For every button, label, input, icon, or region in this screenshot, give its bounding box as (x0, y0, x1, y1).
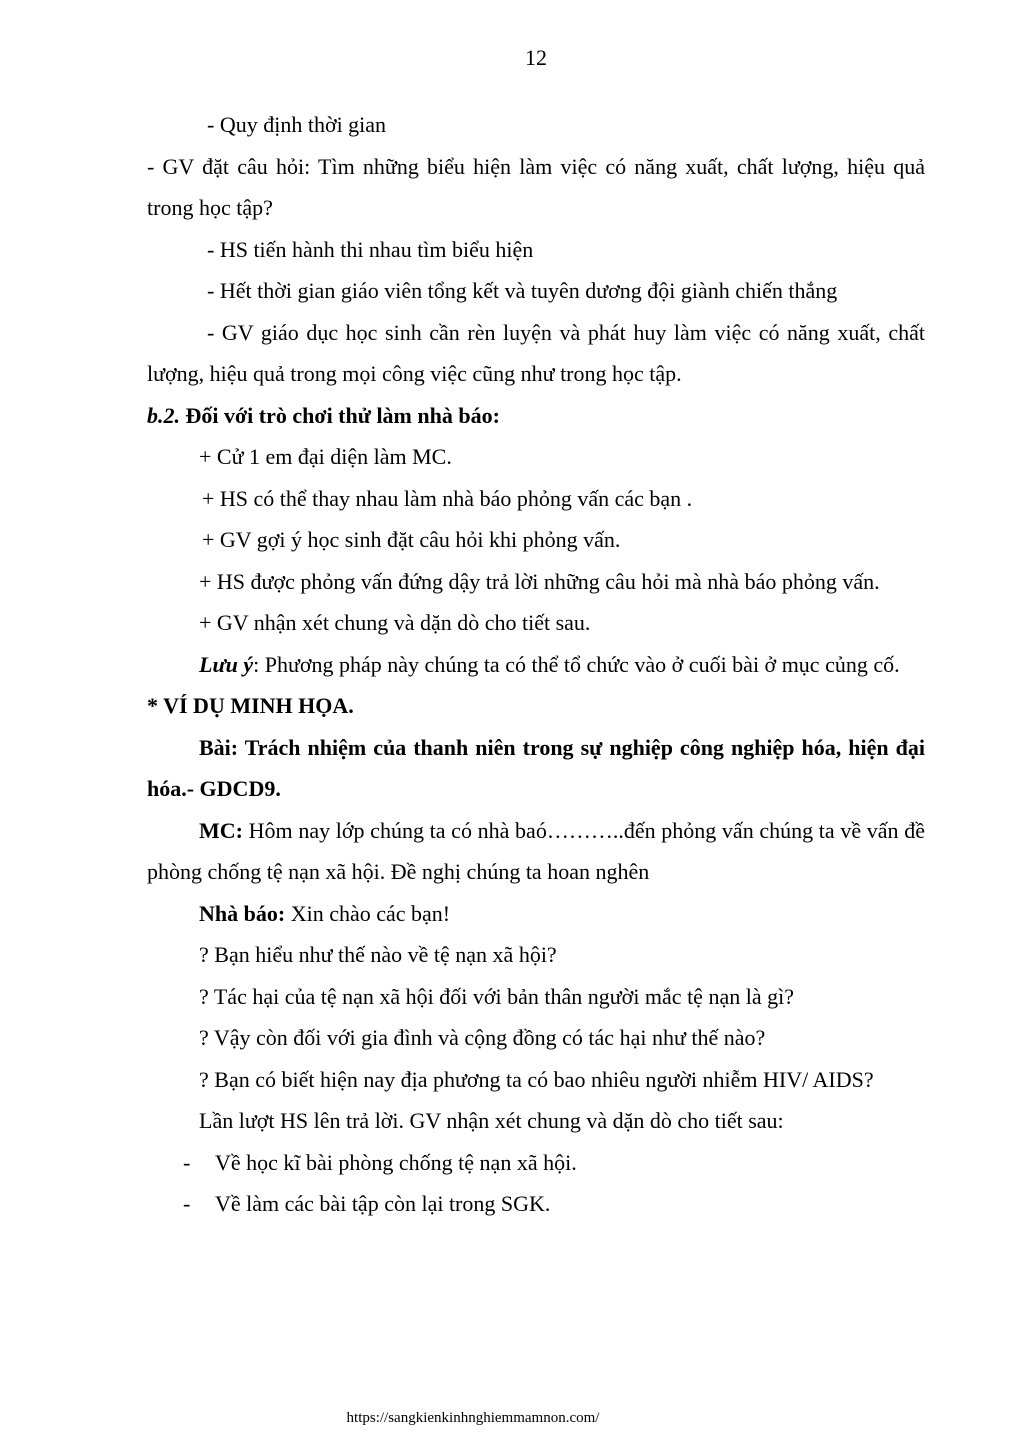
footer-url: https://sangkienkinhnghiemmamnon.com/ (346, 1410, 600, 1426)
paragraph-students-compete: - HS tiến hành thi nhau tìm biểu hiện (207, 236, 534, 262)
list-item: + HS có thể thay nhau làm nhà báo phỏng vấn các bạn . (202, 485, 693, 511)
list-item: + HS được phỏng vấn đứng dậy trả lời những câu hỏi mà nhà báo phỏng vấn. (199, 568, 880, 594)
homework-item (147, 1183, 925, 1225)
dash-marker: - (183, 1149, 191, 1175)
lesson-title: Bài: Trách nhiệm của thanh niên trong sự nghiệp công nghiệp hóa, hiện đại hóa.- GDCD9. (147, 734, 925, 801)
example-heading: * VÍ DỤ MINH HỌA. (147, 693, 354, 718)
paragraph-time-over: - Hết thời gian giáo viên tổng kết và tuyên dương đội giành chiến thắng (207, 278, 838, 303)
list-item: + GV nhận xét chung và dặn dò cho tiết sau. (199, 610, 591, 635)
question-item: ? Tác hại của tệ nạn xã hội đối với bản thân người mắc tệ nạn là gì? (199, 983, 794, 1009)
mc-text: Hôm nay lớp chúng ta có nhà baó………..đến phỏng vấn chúng ta về vấn đề phòng chống tệ nạn xã hội. Đề nghị chúng ta hoan nghên (147, 817, 925, 884)
question-item: ? Bạn hiểu như thế nào về tệ nạn xã hội? (199, 942, 557, 967)
question-item: ? Bạn có biết hiện nay địa phương ta có bao nhiêu người nhiễm HIV/ AIDS? (199, 1066, 874, 1092)
section-number: b.2. (147, 402, 180, 428)
mc-label: MC: (199, 817, 243, 843)
reporter-paragraph (147, 893, 925, 935)
mc-paragraph (147, 810, 925, 893)
paragraph-teacher-question: - GV đặt câu hỏi: Tìm những biểu hiện làm việc có năng xuất, chất lượng, hiệu quả trong học tập? (147, 153, 925, 220)
list-item: + Cử 1 em đại diện làm MC. (199, 444, 452, 469)
reporter-label: Nhà báo: (199, 900, 286, 926)
homework-item (147, 1142, 925, 1184)
list-item: + GV gợi ý học sinh đặt câu hỏi khi phỏng vấn. (202, 527, 621, 552)
homework-text: Về học kĩ bài phòng chống tệ nạn xã hội. (215, 1149, 577, 1175)
section-title: Đối với trò chơi thử làm nhà báo: (180, 402, 500, 428)
homework-text: Về làm các bài tập còn lại trong SGK. (215, 1191, 551, 1216)
question-item: ? Vậy còn đối với gia đình và cộng đồng có tác hại như thế nào? (199, 1025, 766, 1050)
reporter-text: Xin chào các bạn! (285, 900, 451, 926)
document-body (147, 104, 925, 1225)
closing-paragraph: Lần lượt HS lên trả lời. GV nhận xét chung và dặn dò cho tiết sau: (199, 1108, 784, 1133)
page-number: 12 (525, 45, 547, 70)
paragraph-time-rule: - Quy định thời gian (207, 112, 387, 137)
note-paragraph (147, 644, 925, 686)
section-heading-b2 (147, 395, 925, 437)
note-label: Lưu ý (199, 651, 254, 677)
paragraph-teacher-educates: - GV giáo dục học sinh cần rèn luyện và phát huy làm việc có năng xuất, chất lượng, hiệu quả trong mọi công việc cũng như trong học tập. (147, 319, 925, 386)
dash-marker: - (183, 1191, 191, 1216)
note-text: : Phương pháp này chúng ta có thể tổ chức vào ở cuối bài ở mục củng cố. (253, 651, 900, 677)
